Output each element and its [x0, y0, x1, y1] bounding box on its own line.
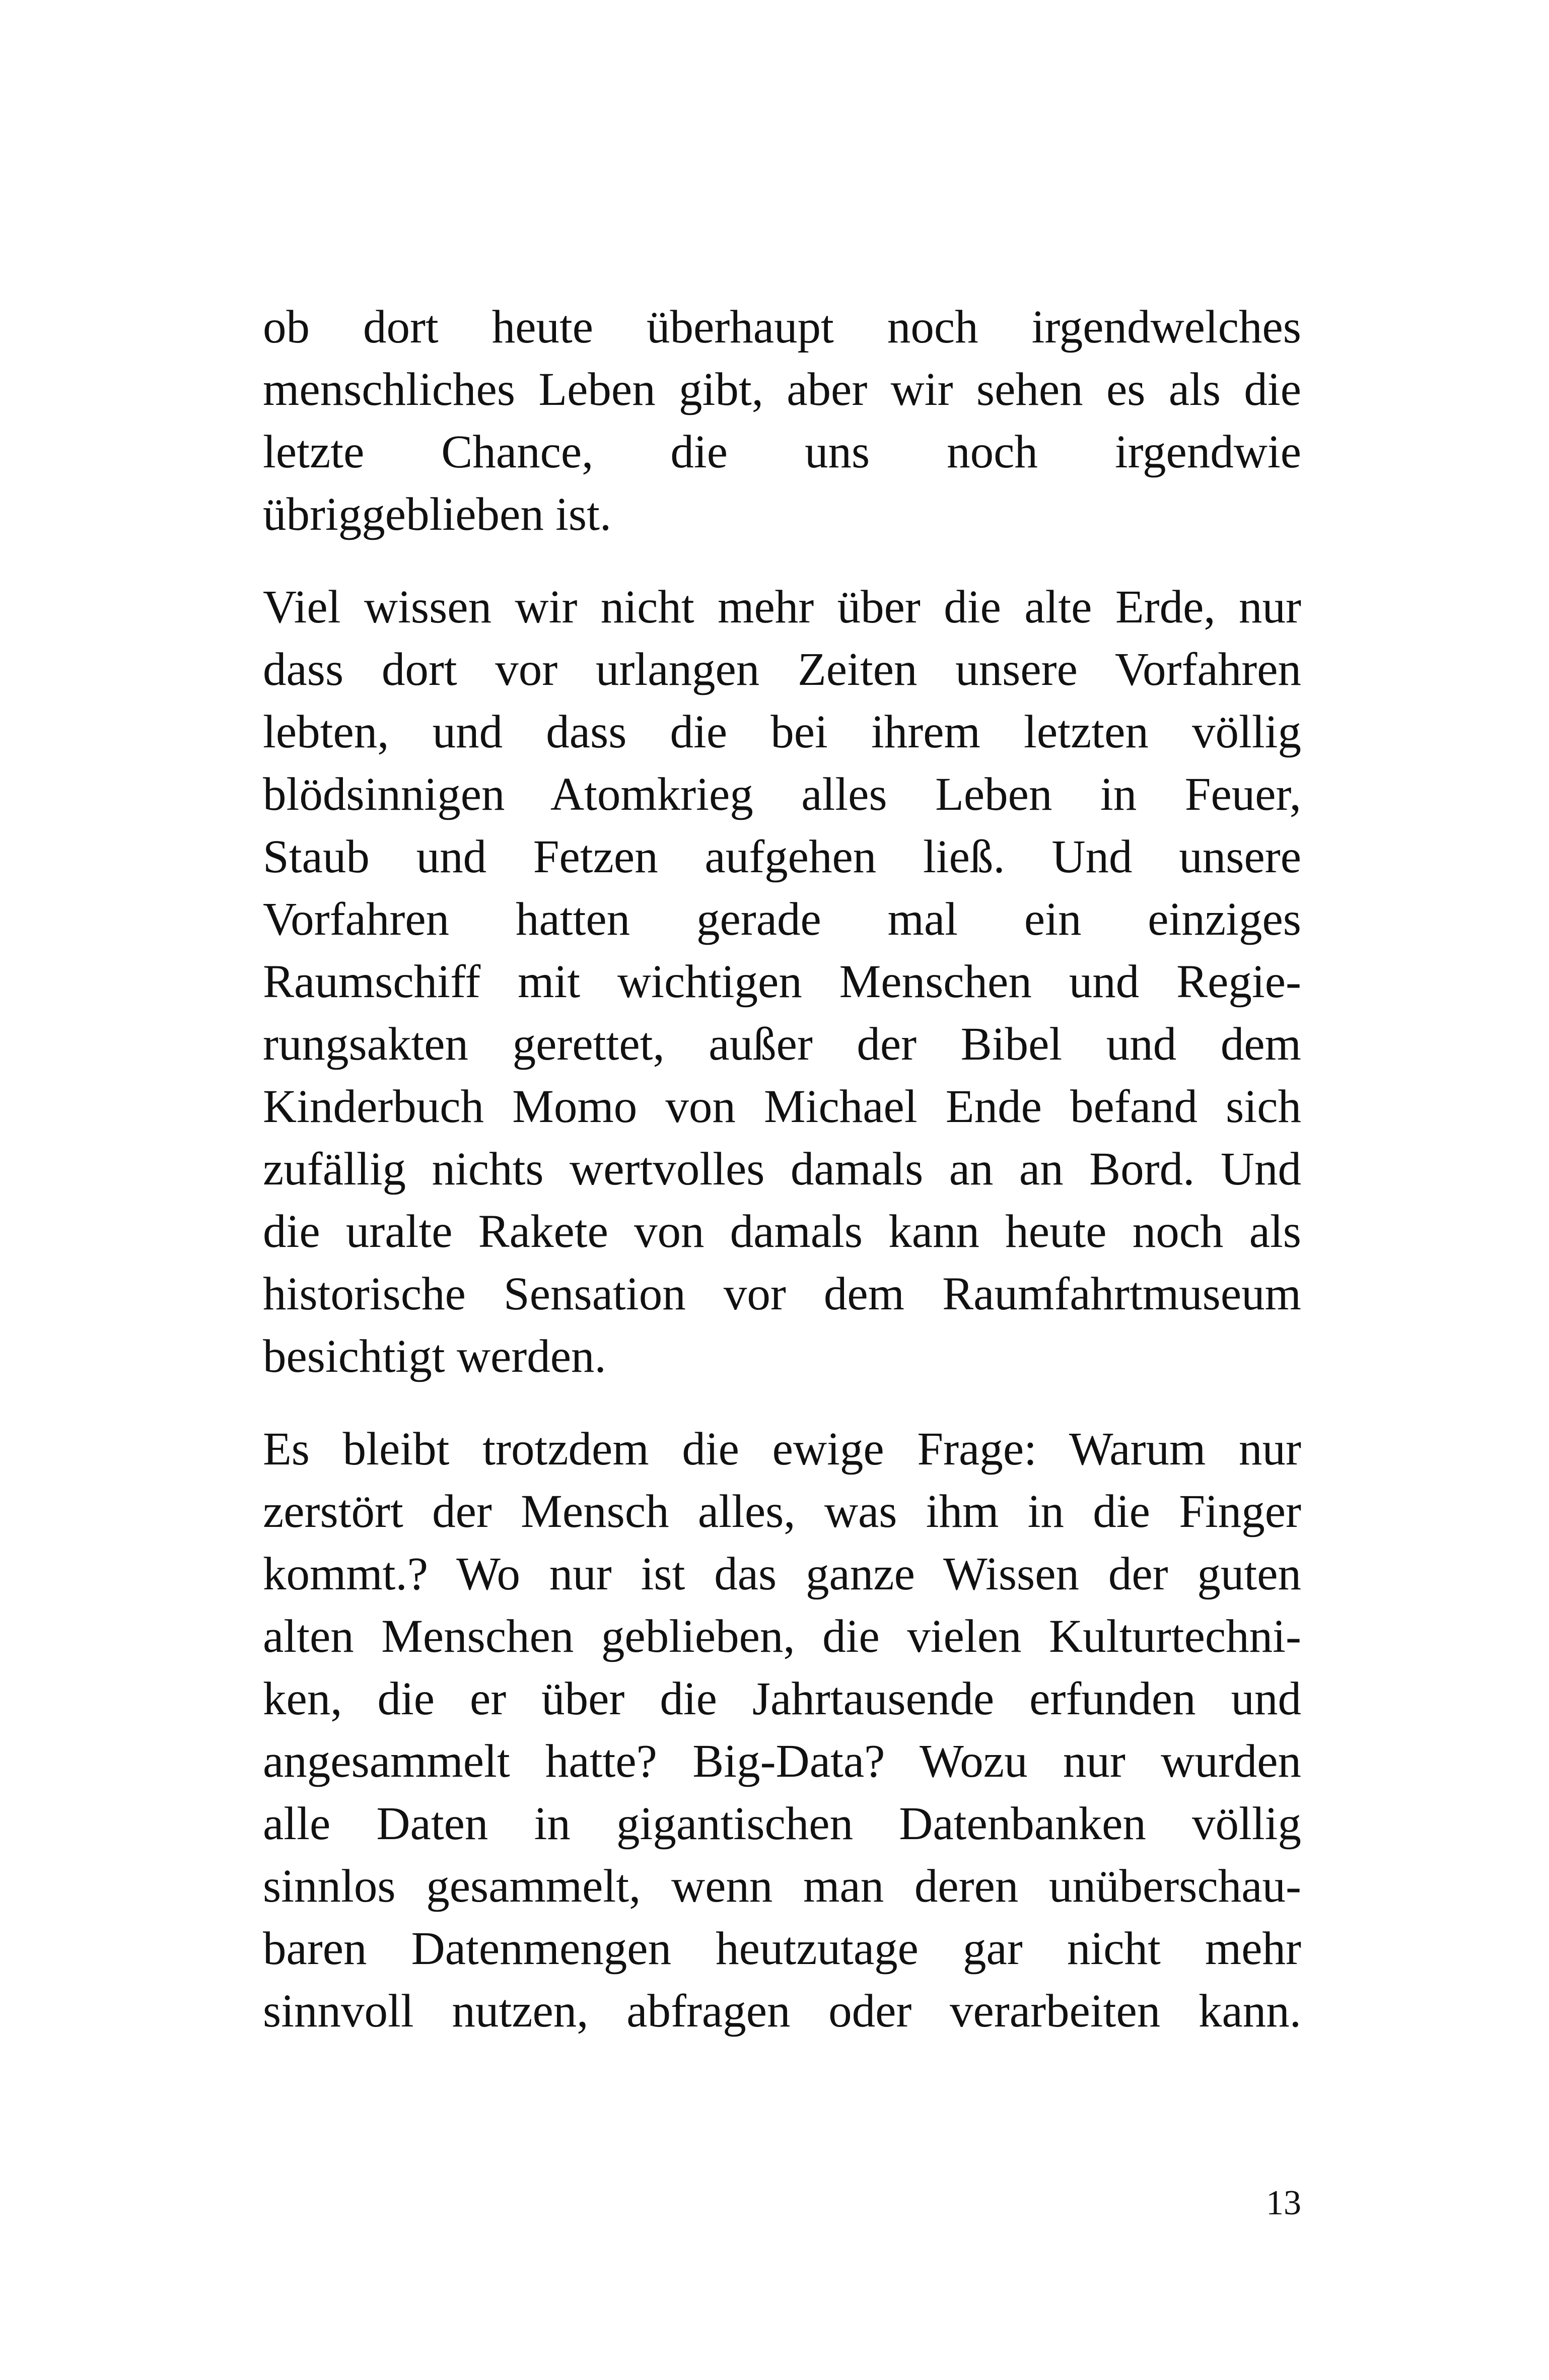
text-line: Kinderbuch Momo von Michael Ende befand sich	[263, 1081, 1301, 1133]
text-line: angesammelt hatte? Big-Data? Wozu nur wurden	[263, 1735, 1301, 1787]
text-line: Raumschiff mit wichtigen Menschen und Regie-	[263, 956, 1301, 1008]
page-number: 13	[1266, 2184, 1301, 2222]
text-line: besichtigt werden.	[263, 1331, 606, 1382]
text-line: historische Sensation vor dem Raumfahrtmuseum	[263, 1268, 1301, 1320]
text-line: die uralte Rakete von damals kann heute noch als	[263, 1206, 1301, 1257]
text-line: übriggeblieben ist.	[263, 488, 612, 540]
paragraph-2	[263, 576, 1301, 1388]
text-line: rungsakten gerettet, außer der Bibel und dem	[263, 1018, 1301, 1070]
paragraph-3	[263, 1418, 1301, 2043]
text-line: sinnvoll nutzen, abfragen oder verarbeiten kann.	[263, 1985, 1301, 2037]
text-line: ken, die er über die Jahrtausende erfunden und	[263, 1673, 1301, 1725]
text-line: letzte Chance, die uns noch irgendwie	[263, 426, 1301, 478]
text-line: ob dort heute überhaupt noch irgendwelches	[263, 301, 1301, 353]
text-line: menschliches Leben gibt, aber wir sehen es als die	[263, 364, 1301, 415]
text-line: dass dort vor urlangen Zeiten unsere Vorfahren	[263, 644, 1301, 695]
text-line: blödsinnigen Atomkrieg alles Leben in Feuer,	[263, 768, 1301, 820]
text-line: alle Daten in gigantischen Datenbanken völlig	[263, 1798, 1301, 1850]
text-line: baren Datenmengen heutzutage gar nicht mehr	[263, 1923, 1301, 1975]
text-line: alten Menschen geblieben, die vielen Kulturtechni-	[263, 1611, 1301, 1662]
body-text	[263, 296, 1301, 2073]
text-line: Vorfahren hatten gerade mal ein einziges	[263, 893, 1301, 945]
text-line: sinnlos gesammelt, wenn man deren unüberschau-	[263, 1860, 1301, 1912]
text-line: kommt.? Wo nur ist das ganze Wissen der guten	[263, 1548, 1301, 1600]
text-line: Viel wissen wir nicht mehr über die alte Erde, nur	[263, 581, 1301, 633]
text-line: Staub und Fetzen aufgehen ließ. Und unsere	[263, 831, 1301, 883]
text-line: zerstört der Mensch alles, was ihm in die Finger	[263, 1486, 1301, 1537]
text-line: zufällig nichts wertvolles damals an an Bord. Und	[263, 1143, 1301, 1195]
text-line: Es bleibt trotzdem die ewige Frage: Warum nur	[263, 1423, 1301, 1475]
paragraph-1	[263, 296, 1301, 546]
text-line: lebten, und dass die bei ihrem letzten völlig	[263, 706, 1301, 758]
